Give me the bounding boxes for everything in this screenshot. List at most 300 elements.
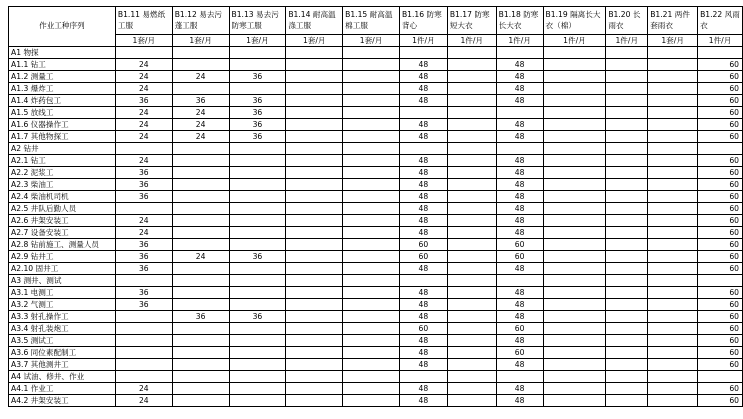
value-cell: 48 (399, 191, 447, 203)
value-cell (543, 311, 606, 323)
value-cell (343, 299, 400, 311)
value-cell: 60 (698, 131, 743, 143)
header-row-names (9, 7, 743, 35)
value-cell: 36 (115, 95, 172, 107)
value-cell: 60 (496, 323, 543, 335)
value-cell (648, 287, 698, 299)
value-cell (399, 275, 447, 287)
value-cell (343, 95, 400, 107)
table-row (9, 131, 743, 143)
value-cell (343, 71, 400, 83)
value-cell (229, 83, 286, 95)
group-label: A2 钻井 (9, 143, 116, 155)
value-cell (648, 299, 698, 311)
value-cell (606, 383, 648, 395)
column-unit: 1套/月 (343, 35, 400, 47)
value-cell (606, 311, 648, 323)
table-row (9, 107, 743, 119)
value-cell (648, 347, 698, 359)
value-cell (447, 131, 496, 143)
value-cell (343, 311, 400, 323)
value-cell (229, 287, 286, 299)
row-label: A1.7 其他物探工 (9, 131, 116, 143)
value-cell: 48 (496, 203, 543, 215)
value-cell: 48 (399, 359, 447, 371)
value-cell (115, 275, 172, 287)
value-cell (229, 383, 286, 395)
value-cell (172, 191, 229, 203)
column-header: B1.16 防寒背心 (399, 7, 447, 35)
value-cell (648, 263, 698, 275)
value-cell (606, 191, 648, 203)
value-cell (286, 143, 343, 155)
value-cell: 48 (496, 71, 543, 83)
value-cell (496, 275, 543, 287)
value-cell (286, 311, 343, 323)
value-cell (115, 371, 172, 383)
value-cell (343, 179, 400, 191)
value-cell (606, 251, 648, 263)
value-cell (172, 347, 229, 359)
value-cell (648, 131, 698, 143)
value-cell: 60 (698, 383, 743, 395)
table-row (9, 239, 743, 251)
value-cell: 60 (698, 299, 743, 311)
table-row (9, 383, 743, 395)
value-cell: 36 (115, 179, 172, 191)
value-cell: 60 (698, 215, 743, 227)
value-cell (543, 395, 606, 407)
value-cell (648, 143, 698, 155)
value-cell (447, 239, 496, 251)
value-cell (606, 215, 648, 227)
column-header: B1.15 耐高温棉工服 (343, 7, 400, 35)
value-cell (496, 143, 543, 155)
value-cell: 60 (698, 263, 743, 275)
value-cell: 24 (115, 155, 172, 167)
value-cell: 24 (172, 71, 229, 83)
value-cell (447, 275, 496, 287)
value-cell: 48 (399, 263, 447, 275)
column-header: B1.19 隔离长大衣（棉） (543, 7, 606, 35)
value-cell (399, 107, 447, 119)
row-label: A2.7 设备安装工 (9, 227, 116, 239)
column-header: B1.20 长雨衣 (606, 7, 648, 35)
row-label: A4.1 作业工 (9, 383, 116, 395)
value-cell (343, 107, 400, 119)
column-header: B1.12 易去污蓬工服 (172, 7, 229, 35)
column-unit: 1件/月 (698, 35, 743, 47)
value-cell (648, 71, 698, 83)
value-cell (698, 47, 743, 59)
column-unit: 1套/月 (286, 35, 343, 47)
value-cell: 48 (496, 191, 543, 203)
value-cell: 48 (399, 299, 447, 311)
value-cell (286, 239, 343, 251)
value-cell (606, 107, 648, 119)
value-cell (286, 71, 343, 83)
table-row (9, 83, 743, 95)
column-unit: 1件/月 (606, 35, 648, 47)
value-cell (172, 167, 229, 179)
value-cell: 48 (496, 119, 543, 131)
value-cell (229, 227, 286, 239)
value-cell (543, 107, 606, 119)
value-cell (286, 203, 343, 215)
value-cell (343, 371, 400, 383)
value-cell: 48 (399, 71, 447, 83)
value-cell (648, 215, 698, 227)
value-cell: 24 (115, 227, 172, 239)
value-cell (286, 323, 343, 335)
value-cell (286, 263, 343, 275)
row-label: A3.1 电测工 (9, 287, 116, 299)
value-cell (343, 203, 400, 215)
value-cell (399, 371, 447, 383)
value-cell (286, 227, 343, 239)
table-row (9, 299, 743, 311)
value-cell (447, 119, 496, 131)
value-cell: 48 (399, 119, 447, 131)
value-cell (172, 215, 229, 227)
value-cell (606, 155, 648, 167)
column-unit: 1件/月 (399, 35, 447, 47)
value-cell: 36 (229, 311, 286, 323)
value-cell (543, 83, 606, 95)
value-cell (447, 287, 496, 299)
value-cell: 60 (399, 251, 447, 263)
value-cell (648, 335, 698, 347)
value-cell (543, 155, 606, 167)
value-cell (606, 323, 648, 335)
value-cell (115, 143, 172, 155)
value-cell (543, 167, 606, 179)
allocation-table (8, 6, 743, 407)
value-cell (286, 335, 343, 347)
value-cell (172, 275, 229, 287)
value-cell (648, 167, 698, 179)
row-label: A3.2 气测工 (9, 299, 116, 311)
table-row (9, 167, 743, 179)
value-cell (543, 215, 606, 227)
value-cell: 60 (698, 107, 743, 119)
value-cell: 60 (399, 239, 447, 251)
value-cell: 60 (698, 287, 743, 299)
value-cell (648, 179, 698, 191)
row-label: A1.6 仪器操作工 (9, 119, 116, 131)
value-cell (543, 95, 606, 107)
value-cell (543, 131, 606, 143)
column-header: B1.18 防寒长大衣 (496, 7, 543, 35)
table-row (9, 59, 743, 71)
value-cell: 36 (229, 119, 286, 131)
value-cell (229, 59, 286, 71)
value-cell: 48 (496, 335, 543, 347)
value-cell (172, 371, 229, 383)
table-row (9, 119, 743, 131)
value-cell: 48 (496, 167, 543, 179)
value-cell (286, 215, 343, 227)
value-cell (606, 59, 648, 71)
value-cell (229, 263, 286, 275)
value-cell (172, 47, 229, 59)
value-cell: 36 (172, 311, 229, 323)
column-header: B1.17 防寒短大衣 (447, 7, 496, 35)
value-cell (172, 299, 229, 311)
value-cell (115, 203, 172, 215)
value-cell (286, 275, 343, 287)
value-cell: 60 (698, 59, 743, 71)
value-cell (172, 143, 229, 155)
value-cell (447, 263, 496, 275)
value-cell (447, 227, 496, 239)
row-label: A1.1 钻工 (9, 59, 116, 71)
value-cell: 24 (115, 83, 172, 95)
value-cell (343, 191, 400, 203)
value-cell: 24 (172, 119, 229, 131)
row-label: A2.1 钻工 (9, 155, 116, 167)
value-cell: 48 (399, 155, 447, 167)
value-cell (648, 383, 698, 395)
row-label: A1.4 炸药包工 (9, 95, 116, 107)
value-cell: 48 (496, 395, 543, 407)
value-cell (447, 371, 496, 383)
row-label: A2.5 井队后勤人员 (9, 203, 116, 215)
value-cell (648, 311, 698, 323)
value-cell (399, 47, 447, 59)
value-cell (286, 395, 343, 407)
value-cell: 60 (698, 335, 743, 347)
value-cell: 60 (698, 71, 743, 83)
table-row (9, 323, 743, 335)
value-cell (496, 107, 543, 119)
value-cell (286, 107, 343, 119)
value-cell (543, 191, 606, 203)
value-cell (286, 119, 343, 131)
value-cell: 48 (399, 131, 447, 143)
column-unit: 1套/月 (115, 35, 172, 47)
value-cell (172, 395, 229, 407)
value-cell (606, 95, 648, 107)
value-cell: 60 (698, 155, 743, 167)
value-cell (447, 215, 496, 227)
value-cell (286, 347, 343, 359)
table-row (9, 335, 743, 347)
value-cell (606, 335, 648, 347)
value-cell (343, 143, 400, 155)
table-row (9, 263, 743, 275)
value-cell (606, 287, 648, 299)
value-cell (606, 119, 648, 131)
value-cell (229, 275, 286, 287)
value-cell: 36 (172, 95, 229, 107)
column-header: B1.22 风雨衣 (698, 7, 743, 35)
row-label: A2.8 钻前施工、测量人员 (9, 239, 116, 251)
column-header: B1.21 两件套雨衣 (648, 7, 698, 35)
table-row (9, 347, 743, 359)
value-cell (286, 179, 343, 191)
value-cell (496, 371, 543, 383)
value-cell (343, 59, 400, 71)
value-cell (698, 371, 743, 383)
value-cell: 60 (496, 347, 543, 359)
value-cell (447, 167, 496, 179)
row-label: A1.3 爆炸工 (9, 83, 116, 95)
value-cell (447, 83, 496, 95)
value-cell: 48 (496, 263, 543, 275)
value-cell (543, 251, 606, 263)
value-cell: 48 (496, 383, 543, 395)
value-cell (229, 395, 286, 407)
value-cell: 48 (496, 59, 543, 71)
value-cell (606, 263, 648, 275)
value-cell: 60 (496, 239, 543, 251)
value-cell: 60 (698, 395, 743, 407)
value-cell (447, 323, 496, 335)
value-cell: 48 (496, 215, 543, 227)
value-cell (648, 371, 698, 383)
row-label: A2.10 固井工 (9, 263, 116, 275)
value-cell (447, 155, 496, 167)
value-cell: 48 (399, 179, 447, 191)
value-cell (648, 227, 698, 239)
value-cell: 24 (115, 119, 172, 131)
value-cell (343, 251, 400, 263)
table-row (9, 227, 743, 239)
value-cell (648, 47, 698, 59)
value-cell (115, 323, 172, 335)
value-cell (286, 383, 343, 395)
value-cell: 36 (229, 71, 286, 83)
value-cell (648, 203, 698, 215)
value-cell (343, 395, 400, 407)
value-cell (606, 203, 648, 215)
group-label: A1 物探 (9, 47, 116, 59)
clothing-allocation-sheet (8, 6, 743, 407)
value-cell (286, 155, 343, 167)
value-cell (343, 83, 400, 95)
value-cell (648, 251, 698, 263)
column-unit: 1套/月 (229, 35, 286, 47)
value-cell (447, 191, 496, 203)
value-cell (606, 227, 648, 239)
value-cell: 60 (698, 191, 743, 203)
value-cell (399, 143, 447, 155)
value-cell (447, 395, 496, 407)
value-cell (606, 47, 648, 59)
value-cell (286, 95, 343, 107)
value-cell (447, 95, 496, 107)
value-cell: 48 (496, 227, 543, 239)
value-cell: 60 (698, 179, 743, 191)
value-cell (648, 275, 698, 287)
value-cell (447, 107, 496, 119)
value-cell (343, 131, 400, 143)
value-cell: 60 (698, 347, 743, 359)
value-cell (172, 227, 229, 239)
value-cell (447, 359, 496, 371)
value-cell (172, 335, 229, 347)
value-cell: 60 (698, 119, 743, 131)
value-cell (286, 359, 343, 371)
table-row (9, 215, 743, 227)
value-cell: 36 (229, 131, 286, 143)
value-cell (543, 371, 606, 383)
value-cell: 48 (399, 203, 447, 215)
value-cell: 48 (399, 227, 447, 239)
value-cell: 60 (698, 311, 743, 323)
value-cell (447, 251, 496, 263)
corner-header: 作业工种序列 (9, 7, 116, 47)
value-cell: 36 (115, 263, 172, 275)
value-cell (543, 119, 606, 131)
value-cell (447, 383, 496, 395)
value-cell (606, 299, 648, 311)
value-cell (172, 59, 229, 71)
value-cell (648, 323, 698, 335)
value-cell: 24 (115, 383, 172, 395)
value-cell (606, 167, 648, 179)
value-cell (606, 359, 648, 371)
value-cell (229, 299, 286, 311)
value-cell (286, 371, 343, 383)
value-cell (606, 395, 648, 407)
value-cell (229, 155, 286, 167)
value-cell: 24 (172, 107, 229, 119)
value-cell (447, 335, 496, 347)
value-cell: 60 (698, 239, 743, 251)
row-label: A4.2 井架安装工 (9, 395, 116, 407)
value-cell: 60 (698, 83, 743, 95)
table-row (9, 311, 743, 323)
value-cell: 48 (399, 395, 447, 407)
value-cell (447, 203, 496, 215)
value-cell: 24 (115, 59, 172, 71)
value-cell: 36 (229, 107, 286, 119)
value-cell (229, 143, 286, 155)
group-row (9, 143, 743, 155)
value-cell: 48 (399, 311, 447, 323)
value-cell (447, 299, 496, 311)
row-label: A3.5 测试工 (9, 335, 116, 347)
value-cell: 48 (399, 59, 447, 71)
value-cell: 60 (698, 95, 743, 107)
value-cell: 48 (399, 215, 447, 227)
value-cell (447, 143, 496, 155)
value-cell (286, 251, 343, 263)
value-cell: 36 (115, 287, 172, 299)
value-cell (543, 383, 606, 395)
value-cell (229, 47, 286, 59)
value-cell: 60 (698, 227, 743, 239)
value-cell: 60 (698, 203, 743, 215)
value-cell (543, 287, 606, 299)
value-cell: 48 (399, 335, 447, 347)
value-cell: 24 (115, 215, 172, 227)
value-cell (606, 347, 648, 359)
value-cell (543, 335, 606, 347)
value-cell (172, 239, 229, 251)
value-cell (172, 155, 229, 167)
column-unit: 1件/月 (496, 35, 543, 47)
value-cell (343, 119, 400, 131)
group-row (9, 371, 743, 383)
group-row (9, 47, 743, 59)
value-cell (229, 371, 286, 383)
value-cell (543, 179, 606, 191)
value-cell (543, 347, 606, 359)
value-cell (172, 359, 229, 371)
